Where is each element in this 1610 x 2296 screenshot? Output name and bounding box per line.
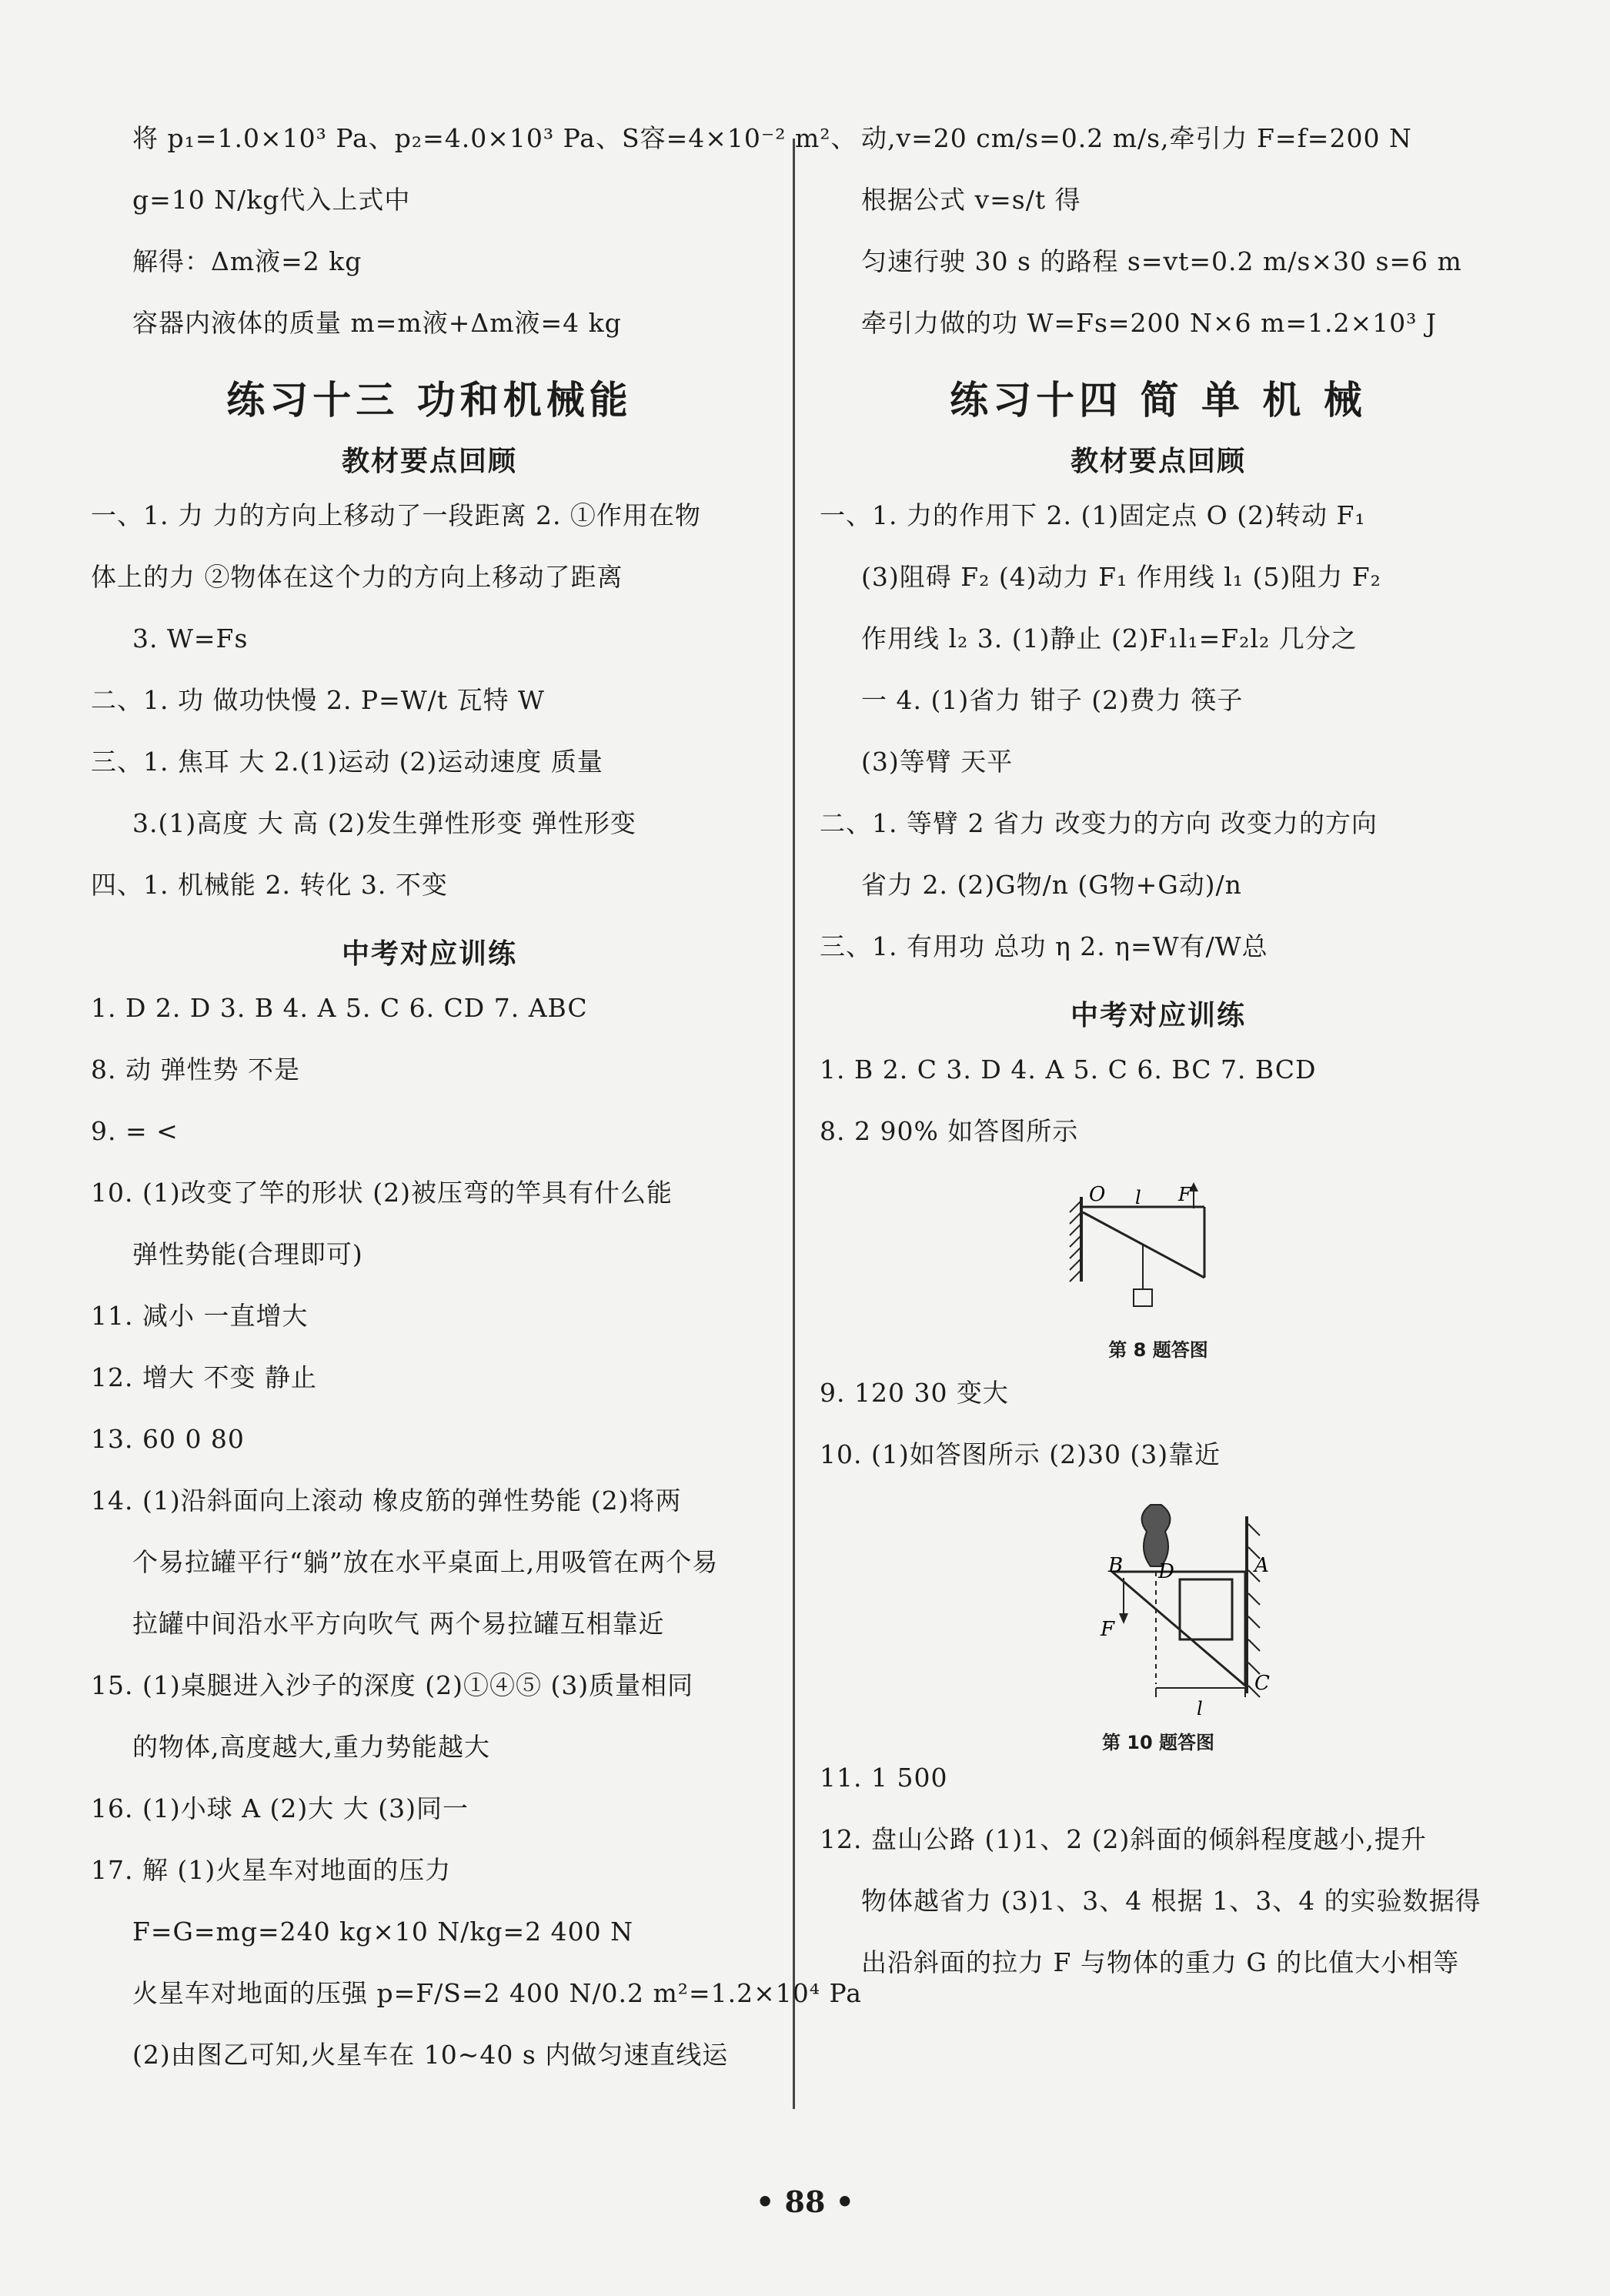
text-line: 14. (1)沿斜面向上滚动 橡皮筋的弹性势能 (2)将两 [91,1486,682,1516]
text-line: 二、1. 等臂 2 省力 改变力的方向 改变力的方向 [820,808,1378,838]
text-line: 三、1. 焦耳 大 2.(1)运动 (2)运动速度 质量 [91,747,603,777]
shelf-diagram [820,1501,1497,1724]
figure-q10 [820,1501,1497,1763]
text-line: 10. (1)如答图所示 (2)30 (3)靠近 [820,1439,1221,1469]
text-line: g=10 N/kg代入上式中 [132,185,411,215]
text-line: 16. (1)小球 A (2)大 大 (3)同一 [91,1793,469,1823]
text-line: 一、1. 力 力的方向上移动了一段距离 2. ①作用在物 [91,500,701,530]
label-l: l [1135,1187,1141,1208]
label-f: F [1178,1184,1191,1205]
text-line: 根据公式 v=s/t 得 [861,185,1081,215]
text-line: 15. (1)桌腿进入沙子的深度 (2)①④⑤ (3)质量相同 [91,1670,694,1700]
text-line: 容器内液体的质量 m=m液+Δm液=4 kg [132,308,622,338]
text-line: 11. 减小 一直增大 [91,1301,309,1331]
text-line: 解得：Δm液=2 kg [132,246,362,276]
label-d: D [1158,1560,1174,1583]
column-divider [793,139,795,2109]
text-line: 12. 盘山公路 (1)1、2 (2)斜面的倾斜程度越小,提升 [820,1824,1427,1854]
figure-caption: 第 10 题答图 [1101,1732,1215,1753]
text-line: 12. 增大 不变 静止 [91,1362,317,1392]
text-line: 3. W=Fs [132,623,249,653]
text-line: 牵引力做的功 W=Fs=200 N×6 m=1.2×10³ J [861,308,1438,338]
label-c: C [1254,1672,1270,1695]
text-line: 弹性势能(合理即可) [132,1239,363,1269]
text-line: F=G=mg=240 kg×10 N/kg=2 400 N [132,1917,633,1947]
text-line: 四、1. 机械能 2. 转化 3. 不变 [91,870,448,900]
text-line: 动,v=20 cm/s=0.2 m/s,牵引力 F=f=200 N [861,123,1412,153]
review-heading: 教材要点回顾 [341,446,517,477]
label-l: l [1197,1698,1203,1719]
text-line: 匀速行驶 30 s 的路程 s=vt=0.2 m/s×30 s=6 m [861,246,1462,276]
text-line: 将 p₁=1.0×10³ Pa、p₂=4.0×10³ Pa、S容=4×10⁻² m²、 [132,123,857,153]
text-line: 8. 动 弹性势 不是 [91,1054,300,1085]
text-line: 出沿斜面的拉力 F 与物体的重力 G 的比值大小相等 [861,1947,1460,1977]
section-title: 练习十四 简 单 机 械 [950,378,1367,423]
page-number: • 88 • [756,2184,854,2219]
text-line: 拉罐中间沿水平方向吹气 两个易拉罐互相靠近 [132,1609,665,1639]
text-line: 1. D 2. D 3. B 4. A 5. C 6. CD 7. ABC [91,993,588,1023]
text-line: 13. 60 0 80 [91,1424,245,1454]
text-line: 省力 2. (2)G物/n (G物+G动)/n [861,870,1242,900]
label-a: A [1254,1554,1269,1577]
label-b: B [1108,1554,1124,1577]
text-line: 物体越省力 (3)1、3、4 根据 1、3、4 的实验数据得 [861,1886,1481,1916]
text-line: 的物体,高度越大,重力势能越大 [132,1732,490,1762]
text-line: 个易拉罐平行“躺”放在水平桌面上,用吸管在两个易 [132,1547,719,1577]
training-heading: 中考对应训练 [341,938,517,970]
text-line: 11. 1 500 [820,1763,948,1793]
text-line: 体上的力 ②物体在这个力的方向上移动了距离 [91,562,623,592]
right-column [820,123,1497,2009]
label-o: O [1089,1183,1106,1206]
section-title: 练习十三 功和机械能 [226,378,633,423]
lever-diagram [820,1178,1497,1332]
text-line: (3)等臂 天平 [861,747,1014,777]
figure-caption: 第 8 题答图 [1108,1339,1208,1361]
left-column [91,123,862,2101]
text-line: 17. 解 (1)火星车对地面的压力 [91,1855,452,1885]
training-heading: 中考对应训练 [1070,1000,1246,1031]
text-line: 10. (1)改变了竿的形状 (2)被压弯的竿具有什么能 [91,1178,673,1208]
text-line: (3)阻碍 F₂ (4)动力 F₁ 作用线 l₁ (5)阻力 F₂ [861,562,1381,592]
text-line: 作用线 l₂ 3. (1)静止 (2)F₁l₁=F₂l₂ 几分之 [861,623,1358,653]
text-line: (2)由图乙可知,火星车在 10~40 s 内做匀速直线运 [132,2040,729,2070]
label-f: F [1101,1618,1115,1641]
figure-q8 [820,1178,1497,1378]
text-line: 三、1. 有用功 总功 η 2. η=W有/W总 [820,931,1268,961]
text-line: 1. B 2. C 3. D 4. A 5. C 6. BC 7. BCD [820,1054,1317,1085]
text-line: 8. 2 90% 如答图所示 [820,1116,1079,1146]
text-line: 火星车对地面的压强 p=F/S=2 400 N/0.2 m²=1.2×10⁴ Pa [132,1978,862,2008]
text-line: 一、1. 力的作用下 2. (1)固定点 O (2)转动 F₁ [820,500,1366,530]
text-line: 二、1. 功 做功快慢 2. P=W/t 瓦特 W [91,685,545,715]
text-line: 3.(1)高度 大 高 (2)发生弹性形变 弹性形变 [132,808,636,838]
review-heading: 教材要点回顾 [1070,446,1246,477]
text-line: 9. 120 30 变大 [820,1378,1009,1408]
text-line: 9. = < [91,1116,179,1146]
text-line: 一 4. (1)省力 钳子 (2)费力 筷子 [861,685,1244,715]
